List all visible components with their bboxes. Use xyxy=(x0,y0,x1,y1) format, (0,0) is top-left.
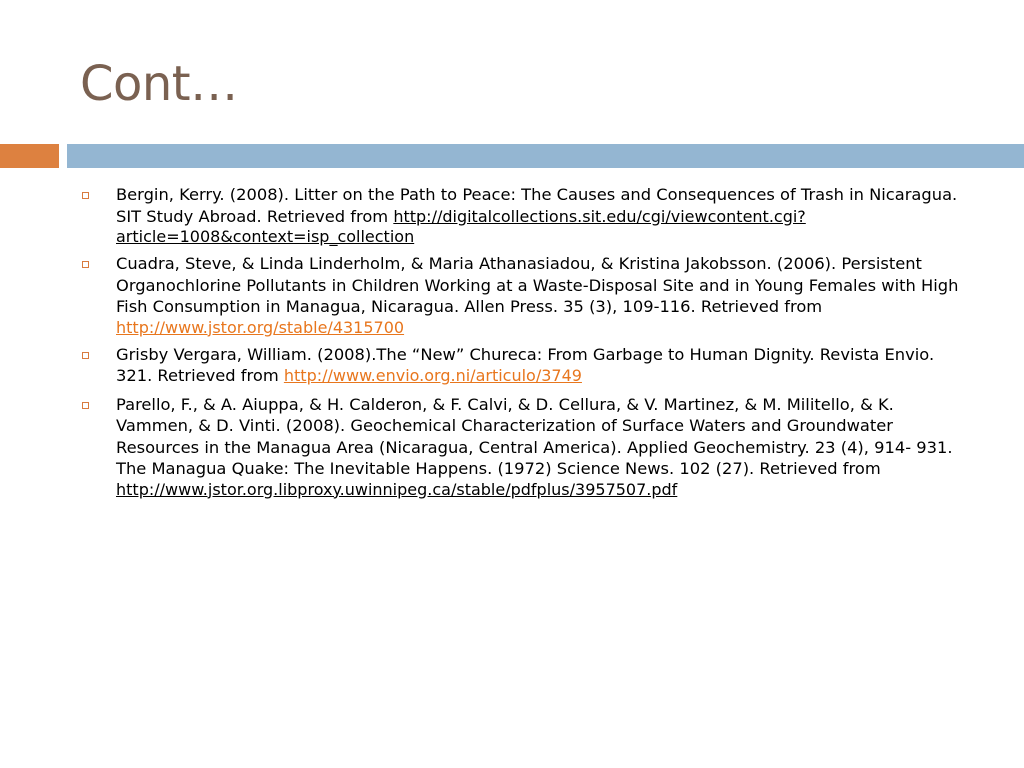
reference-text: Bergin, Kerry. (2008). Litter on the Path to Peace: The Causes and Consequences of Trash in Nicaragua. SIT Study Abroad. Retrieved from xyxy=(116,185,958,226)
reference-link[interactable]: http://www.envio.org.ni/articulo/3749 xyxy=(283,366,582,385)
reference-item-parello xyxy=(80,394,970,499)
square-bullet-icon xyxy=(82,352,89,359)
accent-bar-orange xyxy=(0,144,59,168)
accent-bar-blue xyxy=(67,144,1024,168)
reference-text: Grisby Vergara, William. (2008).The “New” Chureca: From Garbage to Human Dignity. Revista Envio. 321. Retrieved from xyxy=(116,344,935,385)
reference-link[interactable]: http://digitalcollections.sit.edu/cgi/viewcontent.cgi?article=1008&context=isp_collection xyxy=(116,206,806,246)
reference-item-grisby xyxy=(80,344,970,387)
reference-item-bergin xyxy=(80,184,970,246)
square-bullet-icon xyxy=(82,402,89,409)
reference-text: Cuadra, Steve, & Linda Linderholm, & Maria Athanasiadou, & Kristina Jakobsson. (2006). Persistent Organochlorine Pollutants in Children Working at a Waste-Disposal Site and in Young Females with High Fish Consumption in Managua, Nicaragua. Allen Press. 35 (3), 109-116. Retrieved from xyxy=(116,254,959,316)
reference-link[interactable]: http://www.jstor.org/stable/4315700 xyxy=(116,317,405,337)
square-bullet-icon xyxy=(82,192,89,199)
reference-text: Parello, F., & A. Aiuppa, & H. Calderon, & F. Calvi, & D. Cellura, & V. Martinez, & M. Militello, & K. Vammen, & D. Vinti. (2008). Geochemical Characterization of Surface Waters and Groundwater Resources in the Managua Area (Nicaragua, Central America). Applied Geochemistry. 23 (4), 914- 931. The Managua Quake: The Inevitable Happens. (1972) Science News. 102 (27). Retrieved from xyxy=(116,394,953,478)
reference-list xyxy=(80,184,970,506)
reference-item-cuadra xyxy=(80,253,970,337)
reference-link[interactable]: http://www.jstor.org.libproxy.uwinnipeg.ca/stable/pdfplus/3957507.pdf xyxy=(116,479,678,499)
square-bullet-icon xyxy=(82,261,89,268)
slide-title: Cont… xyxy=(80,56,238,112)
